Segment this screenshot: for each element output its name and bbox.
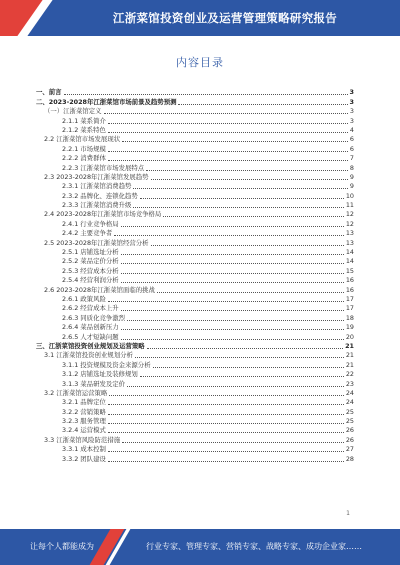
toc-entry-page: 12 xyxy=(345,210,354,219)
toc-entry-page: 24 xyxy=(345,398,354,407)
toc-entry-label: 2.5.1 店铺选址分析 xyxy=(62,248,119,257)
toc-entry-page: 18 xyxy=(345,313,354,322)
toc-entry-page: 15 xyxy=(345,266,354,275)
toc-entry-label: 3.3.2 团队建设 xyxy=(62,454,106,463)
toc-entry-page: 27 xyxy=(345,445,354,454)
toc-entry-label: 一、前言 xyxy=(36,88,62,97)
toc-leader-dots xyxy=(133,187,348,189)
toc-entry-label: 2.5.3 经营成本分析 xyxy=(62,266,119,275)
table-of-contents xyxy=(36,88,354,464)
toc-entry-page: 3 xyxy=(349,88,354,97)
toc-leader-dots xyxy=(122,441,344,443)
toc-entry-page: 13 xyxy=(345,238,354,247)
toc-entry-page: 3 xyxy=(349,116,354,125)
toc-entry-page: 12 xyxy=(345,219,354,228)
toc-leader-dots xyxy=(153,366,344,368)
toc-entry-page: 16 xyxy=(345,285,354,294)
toc-leader-dots xyxy=(108,122,348,124)
toc-entry-page: 3 xyxy=(349,97,354,106)
header-banner xyxy=(0,0,400,36)
toc-entry-page: 9 xyxy=(349,172,354,181)
toc-leader-dots xyxy=(121,253,344,255)
toc-entry-page: 25 xyxy=(345,417,354,426)
toc-entry-label: 2.6.3 同质化竞争激烈 xyxy=(62,313,126,322)
toc-entry-label: 2.6 2023-2028年江浙菜馆面临的挑战 xyxy=(44,285,155,294)
toc-leader-dots xyxy=(133,206,343,208)
toc-entry-page: 21 xyxy=(345,341,354,350)
toc-entry-label: 2.6.2 经营成本上升 xyxy=(62,304,119,313)
toc-entry[interactable] xyxy=(36,257,354,266)
toc-entry-label: 2.3 2023-2028年江浙菜馆发展趋势 xyxy=(44,172,149,181)
toc-entry-label: （一）江浙菜馆定义 xyxy=(44,107,102,116)
toc-entry-page: 14 xyxy=(345,257,354,266)
toc-entry-page: 7 xyxy=(349,154,354,163)
toc-leader-dots xyxy=(146,169,348,171)
toc-leader-dots xyxy=(121,338,344,340)
toc-entry-page: 25 xyxy=(345,407,354,416)
toc-entry[interactable] xyxy=(36,389,354,398)
toc-entry-label: 2.5 2023-2028年江浙菜馆经营分析 xyxy=(44,238,149,247)
toc-leader-dots xyxy=(122,140,348,142)
toc-leader-dots xyxy=(151,178,348,180)
toc-leader-dots xyxy=(108,460,344,462)
toc-entry[interactable] xyxy=(36,219,354,228)
toc-leader-dots xyxy=(121,309,344,311)
toc-entry[interactable] xyxy=(36,97,354,106)
toc-leader-dots xyxy=(108,450,344,452)
toc-entry-page: 11 xyxy=(345,201,354,210)
footer-slogan-right: 行业专家、管理专家、营销专家、战略专家、成功企业家…… xyxy=(146,542,362,551)
toc-entry-page: 21 xyxy=(345,360,354,369)
toc-entry[interactable] xyxy=(36,201,354,210)
toc-entry-page: 26 xyxy=(345,426,354,435)
toc-entry[interactable] xyxy=(36,417,354,426)
toc-entry-label: 3.2.1 品牌定位 xyxy=(62,398,106,407)
toc-entry-label: 2.4.1 行业竞争格局 xyxy=(62,219,119,228)
toc-entry[interactable] xyxy=(36,163,354,172)
page-number: 1 xyxy=(346,510,350,517)
toc-entry-label: 3.1.2 店铺选址及装修规划 xyxy=(62,370,138,379)
toc-leader-dots xyxy=(121,262,344,264)
toc-leader-dots xyxy=(127,385,344,387)
toc-entry[interactable] xyxy=(36,426,354,435)
toc-leader-dots xyxy=(151,244,344,246)
toc-entry-label: 3.2.2 营销策略 xyxy=(62,407,106,416)
toc-entry[interactable] xyxy=(36,266,354,275)
toc-leader-dots xyxy=(109,394,344,396)
toc-entry[interactable] xyxy=(36,88,354,97)
toc-entry[interactable] xyxy=(36,398,354,407)
toc-leader-dots xyxy=(108,431,344,433)
toc-entry[interactable] xyxy=(36,304,354,313)
toc-entry-label: 2.4 2023-2028年江浙菜馆市场竞争格局 xyxy=(44,210,162,219)
toc-entry[interactable] xyxy=(36,182,354,191)
toc-entry-label: 三、江浙菜馆投资创业规划及运营策略 xyxy=(36,341,145,350)
toc-entry-page: 9 xyxy=(349,182,354,191)
toc-entry[interactable] xyxy=(36,210,354,219)
toc-leader-dots xyxy=(114,234,344,236)
toc-entry[interactable] xyxy=(36,229,354,238)
toc-leader-dots xyxy=(108,413,344,415)
toc-entry-label: 2.1.2 菜系特色 xyxy=(62,125,106,134)
toc-leader-dots xyxy=(147,347,343,349)
toc-entry[interactable] xyxy=(36,379,354,388)
toc-entry-label: 2.5.4 经营利润分析 xyxy=(62,276,119,285)
toc-entry-label: 3.3.1 成本控制 xyxy=(62,445,106,454)
toc-entry-page: 6 xyxy=(349,135,354,144)
toc-entry[interactable] xyxy=(36,370,354,379)
toc-leader-dots xyxy=(121,281,344,283)
toc-entry-label: 3.2 江浙菜馆运营策略 xyxy=(44,388,108,397)
toc-entry[interactable] xyxy=(36,407,354,416)
toc-entry[interactable] xyxy=(36,454,354,463)
toc-entry-page: 26 xyxy=(345,435,354,444)
toc-entry-page: 14 xyxy=(345,248,354,257)
toc-entry-label: 2.2 江浙菜馆市场发展现状 xyxy=(44,135,121,144)
toc-entry[interactable] xyxy=(36,276,354,285)
toc-leader-dots xyxy=(178,103,347,105)
footer-banner xyxy=(0,529,400,565)
report-title: 江浙菜馆投资创业及运营管理策略研究报告 xyxy=(112,11,338,25)
toc-entry-label: 3.1.3 菜品研发及定价 xyxy=(62,379,126,388)
toc-entry-page: 21 xyxy=(345,351,354,360)
toc-entry-page: 20 xyxy=(345,332,354,341)
toc-entry[interactable] xyxy=(36,144,354,153)
toc-entry[interactable] xyxy=(36,360,354,369)
toc-entry-page: 3 xyxy=(349,107,354,116)
toc-leader-dots xyxy=(108,422,344,424)
toc-entry-page: 10 xyxy=(345,191,354,200)
toc-entry-label: 2.6.4 菜品创新压力 xyxy=(62,323,119,332)
toc-leader-dots xyxy=(163,215,344,217)
toc-entry-label: 3.2.3 服务管理 xyxy=(62,417,106,426)
toc-entry-page: 17 xyxy=(345,294,354,303)
toc-entry-label: 二、2023-2028年江浙菜馆市场前景及趋势预测 xyxy=(36,97,177,106)
toc-entry-label: 3.3 江浙菜馆风险防范措施 xyxy=(44,435,121,444)
toc-entry-page: 4 xyxy=(349,125,354,134)
toc-entry-label: 2.3.3 江浙菜馆消费升级 xyxy=(62,201,132,210)
toc-entry[interactable] xyxy=(36,238,354,247)
toc-entry-label: 2.3.2 品牌化、连锁化趋势 xyxy=(62,191,138,200)
toc-entry[interactable] xyxy=(36,135,354,144)
toc-entry-page: 13 xyxy=(345,229,354,238)
toc-leader-dots xyxy=(121,272,344,274)
toc-entry[interactable] xyxy=(36,342,354,351)
toc-entry-label: 2.6.5 人才短缺问题 xyxy=(62,332,119,341)
toc-entry-label: 3.1.1 投资规模及资金来源分析 xyxy=(62,360,151,369)
toc-entry-page: 16 xyxy=(345,276,354,285)
toc-entry[interactable] xyxy=(36,445,354,454)
toc-entry[interactable] xyxy=(36,126,354,135)
toc-entry-page: 8 xyxy=(349,163,354,172)
toc-entry[interactable] xyxy=(36,351,354,360)
toc-entry-page: 23 xyxy=(345,379,354,388)
toc-entry-label: 2.2.1 市场规模 xyxy=(62,144,106,153)
toc-entry[interactable] xyxy=(36,295,354,304)
toc-heading: 内容目录 xyxy=(176,56,224,69)
toc-leader-dots xyxy=(140,375,344,377)
toc-entry[interactable] xyxy=(36,173,354,182)
toc-entry-label: 3.1 江浙菜馆投资创业规划分析 xyxy=(44,351,133,360)
toc-entry[interactable] xyxy=(36,116,354,125)
toc-leader-dots xyxy=(104,112,348,114)
toc-leader-dots xyxy=(108,159,348,161)
toc-entry-page: 24 xyxy=(345,388,354,397)
toc-entry[interactable] xyxy=(36,191,354,200)
toc-entry-label: 2.2.2 消费群体 xyxy=(62,154,106,163)
toc-entry-label: 3.2.4 运营模式 xyxy=(62,426,106,435)
toc-leader-dots xyxy=(108,403,344,405)
toc-entry[interactable] xyxy=(36,154,354,163)
toc-entry-label: 2.3.1 江浙菜馆消费趋势 xyxy=(62,182,132,191)
toc-leader-dots xyxy=(108,131,348,133)
toc-entry-page: 28 xyxy=(345,454,354,463)
toc-entry-page: 17 xyxy=(345,304,354,313)
toc-entry-label: 2.1.1 菜系简介 xyxy=(62,116,106,125)
toc-entry[interactable] xyxy=(36,285,354,294)
toc-leader-dots xyxy=(108,150,348,152)
toc-entry-label: 2.6.1 政策风险 xyxy=(62,294,106,303)
toc-leader-dots xyxy=(121,225,344,227)
toc-leader-dots xyxy=(140,197,344,199)
toc-leader-dots xyxy=(108,300,344,302)
toc-entry[interactable] xyxy=(36,313,354,322)
toc-entry-label: 2.5.2 菜品定价分析 xyxy=(62,257,119,266)
toc-entry-page: 22 xyxy=(345,370,354,379)
toc-entry[interactable] xyxy=(36,107,354,116)
toc-entry[interactable] xyxy=(36,332,354,341)
toc-leader-dots xyxy=(135,356,344,358)
toc-leader-dots xyxy=(127,319,344,321)
toc-leader-dots xyxy=(157,291,344,293)
toc-entry-label: 2.4.2 主要竞争者 xyxy=(62,229,113,238)
toc-leader-dots xyxy=(121,328,344,330)
toc-leader-dots xyxy=(64,93,348,95)
toc-entry[interactable] xyxy=(36,323,354,332)
toc-entry-page: 19 xyxy=(345,323,354,332)
footer-slogan-left: 让每个人都能成为 xyxy=(30,542,94,551)
toc-entry[interactable] xyxy=(36,248,354,257)
toc-entry[interactable] xyxy=(36,435,354,444)
toc-entry-label: 2.2.3 江浙菜馆市场发展特点 xyxy=(62,163,145,172)
toc-entry-page: 6 xyxy=(349,144,354,153)
